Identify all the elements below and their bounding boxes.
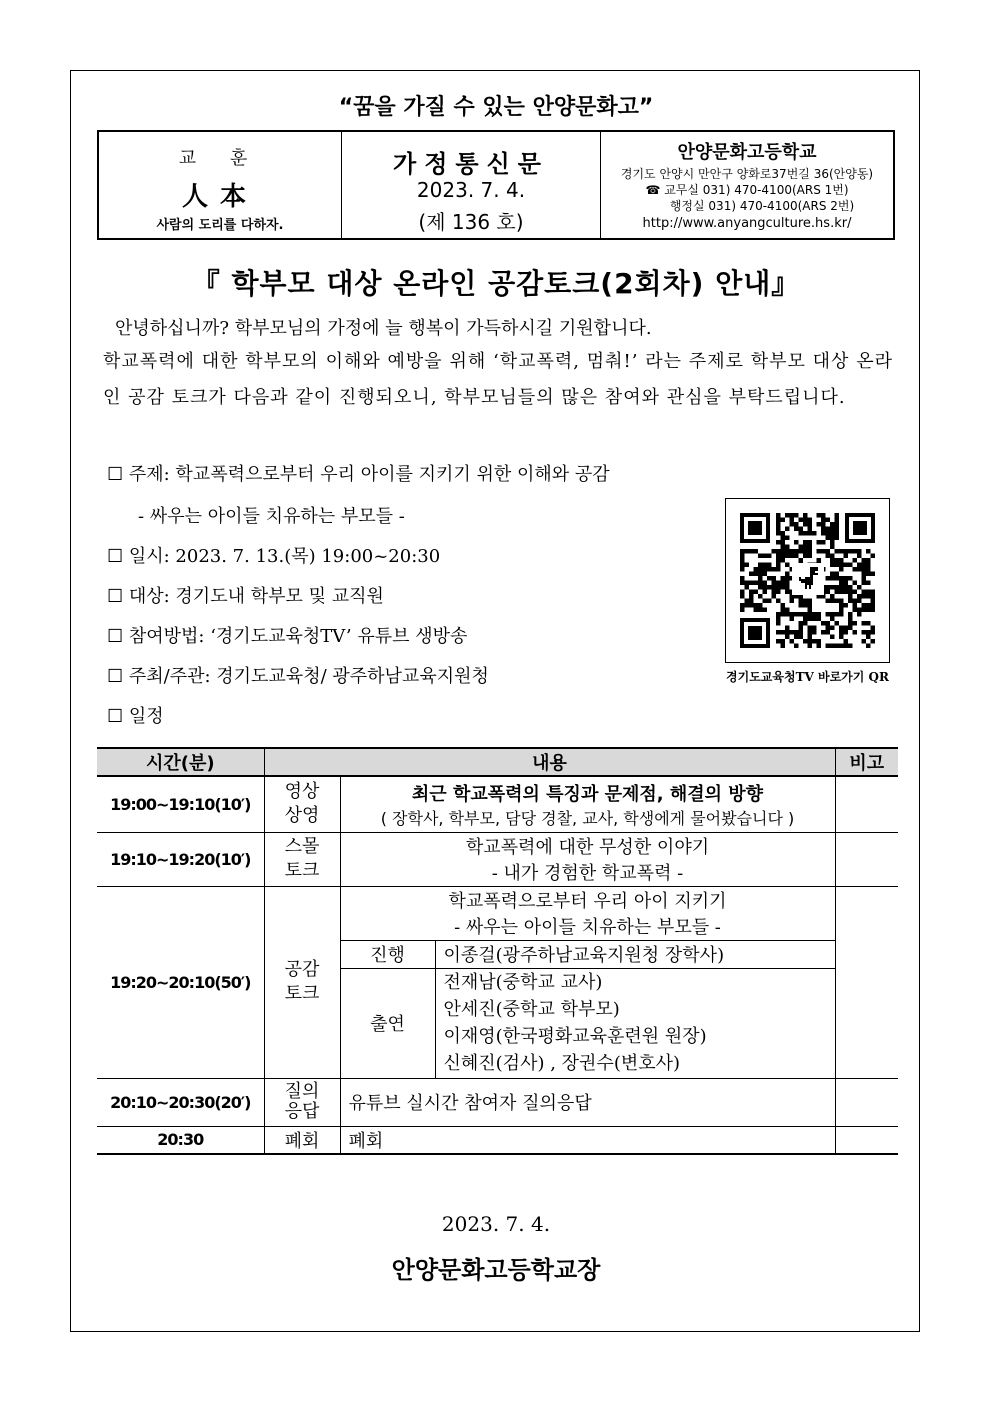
item-host: ☐ 주최/주관: 경기도교육청/ 광주하남교육지원청	[107, 666, 489, 687]
newsletter-title: 가정통신문	[393, 150, 549, 178]
intro-line-1: 안녕하십니까? 학부모님의 가정에 늘 행복이 가득하시길 기원합니다.	[115, 318, 652, 339]
newsletter-number: (제 136 호)	[418, 210, 524, 234]
item-target: ☐ 대상: 경기도내 학부모 및 교직원	[107, 586, 384, 607]
row3-note	[835, 886, 898, 1078]
footer-signature: 안양문화고등학교장	[391, 1255, 601, 1284]
newsletter-cell	[342, 132, 601, 238]
row3-cast-label: 출연	[340, 968, 435, 1078]
row3-type: 공감 토크	[264, 886, 340, 1078]
qr-caption: 경기도교육청TV 바로가기 QR	[726, 670, 889, 684]
row4-type: 질의 응답	[264, 1078, 340, 1126]
cast-3: 이재영(한국평화교육훈련원 원장)	[443, 1026, 707, 1047]
row3-time: 19:20~20:10(50′)	[97, 886, 264, 1078]
row3-host: 이종걸(광주하남교육지원청 장학사)	[435, 940, 835, 968]
schedule-table	[97, 747, 898, 1155]
school-address: 경기도 안양시 만안구 양화로37번길 36(안양동)	[620, 167, 874, 181]
header-content: 내용	[264, 748, 835, 776]
cast-1: 전재남(중학교 교사)	[443, 972, 603, 993]
cast-2: 안세진(중학교 학부모)	[443, 999, 620, 1020]
row3-main: 학교폭력으로부터 우리 아이 지키기	[448, 891, 727, 912]
item-schedule: ☐ 일정	[107, 706, 164, 727]
header-time: 시간(분)	[97, 748, 264, 776]
main-title: 『 학부모 대상 온라인 공감토크(2회차) 안내』	[191, 267, 801, 300]
table-row	[97, 886, 898, 940]
qr-code-icon	[726, 499, 889, 662]
row3-cast	[435, 968, 835, 1078]
slogan: “꿈을 가질 수 있는 안양문화고”	[338, 95, 654, 120]
row2-type: 스몰 토크	[264, 832, 340, 886]
row5-note	[835, 1126, 898, 1154]
row4-main: 유튜브 실시간 참여자 질의응답	[340, 1078, 835, 1126]
motto: 人本	[181, 182, 258, 212]
row3-content	[340, 886, 835, 940]
header-note: 비고	[835, 748, 898, 776]
item-method: ☐ 참여방법: ‘경기도교육청TV’ 유튜브 생방송	[107, 626, 468, 647]
table-row	[97, 1078, 898, 1126]
row2-main: 학교폭력에 대한 무성한 이야기	[465, 837, 710, 858]
intro-line-2: 학교폭력에 대한 학부모의 이해와 예방을 위해 ‘학교폭력, 멈춰!’ 라는 주제로 학부모 대상 온라인 공감 토크가 다음과 같이 진행되오니, 학부모님들의 많은 참여와 관심을 부탁드립니다.	[103, 351, 893, 408]
table-row	[97, 776, 898, 832]
school-phone-2: 행정실 031) 470-4100(ARS 2번)	[669, 199, 855, 213]
cast-4: 신혜진(검사) , 장권수(변호사)	[443, 1053, 681, 1074]
row2-time: 19:10~19:20(10′)	[97, 832, 264, 886]
row5-type: 폐회	[264, 1126, 340, 1154]
footer-date: 2023. 7. 4.	[441, 1212, 551, 1236]
header-box	[97, 130, 895, 240]
item-subtopic: - 싸우는 아이들 치유하는 부모들 -	[138, 506, 405, 527]
item-datetime: ☐ 일시: 2023. 7. 13.(목) 19:00~20:30	[107, 546, 441, 567]
row2-note	[835, 832, 898, 886]
row2-content	[340, 832, 835, 886]
motto-label: 교 훈	[178, 148, 262, 169]
row1-type: 영상 상영	[264, 776, 340, 832]
motto-sub: 사람의 도리를 다하자.	[156, 218, 284, 233]
row1-main: 최근 학교폭력의 특징과 문제점, 해결의 방향	[411, 783, 764, 805]
school-website[interactable]: http://www.anyangculture.hs.kr/	[642, 216, 852, 231]
school-name: 안양문화고등학교	[677, 142, 817, 163]
row3-sub: - 싸우는 아이들 치유하는 부모들 -	[454, 917, 721, 938]
qr-code[interactable]	[725, 498, 890, 663]
table-row	[97, 1126, 898, 1154]
motto-cell	[99, 132, 342, 238]
row1-time: 19:00~19:10(10′)	[97, 776, 264, 832]
row1-sub: ( 장학사, 학부모, 담당 경찰, 교사, 학생에게 물어봤습니다 )	[380, 808, 795, 828]
item-topic: ☐ 주제: 학교폭력으로부터 우리 아이를 지키기 위한 이해와 공감	[107, 464, 610, 485]
row1-note	[835, 776, 898, 832]
row2-sub: - 내가 경험한 학교폭력 -	[491, 863, 684, 884]
school-info-cell	[601, 132, 893, 238]
row4-time: 20:10~20:30(20′)	[97, 1078, 264, 1126]
school-phone-1: ☎ 교무실 031) 470-4100(ARS 1번)	[645, 183, 849, 197]
row5-main: 폐회	[340, 1126, 835, 1154]
table-row	[97, 832, 898, 886]
row4-note	[835, 1078, 898, 1126]
row1-content	[340, 776, 835, 832]
row5-time: 20:30	[97, 1126, 264, 1154]
newsletter-date: 2023. 7. 4.	[416, 178, 526, 202]
row3-host-label: 진행	[340, 940, 435, 968]
